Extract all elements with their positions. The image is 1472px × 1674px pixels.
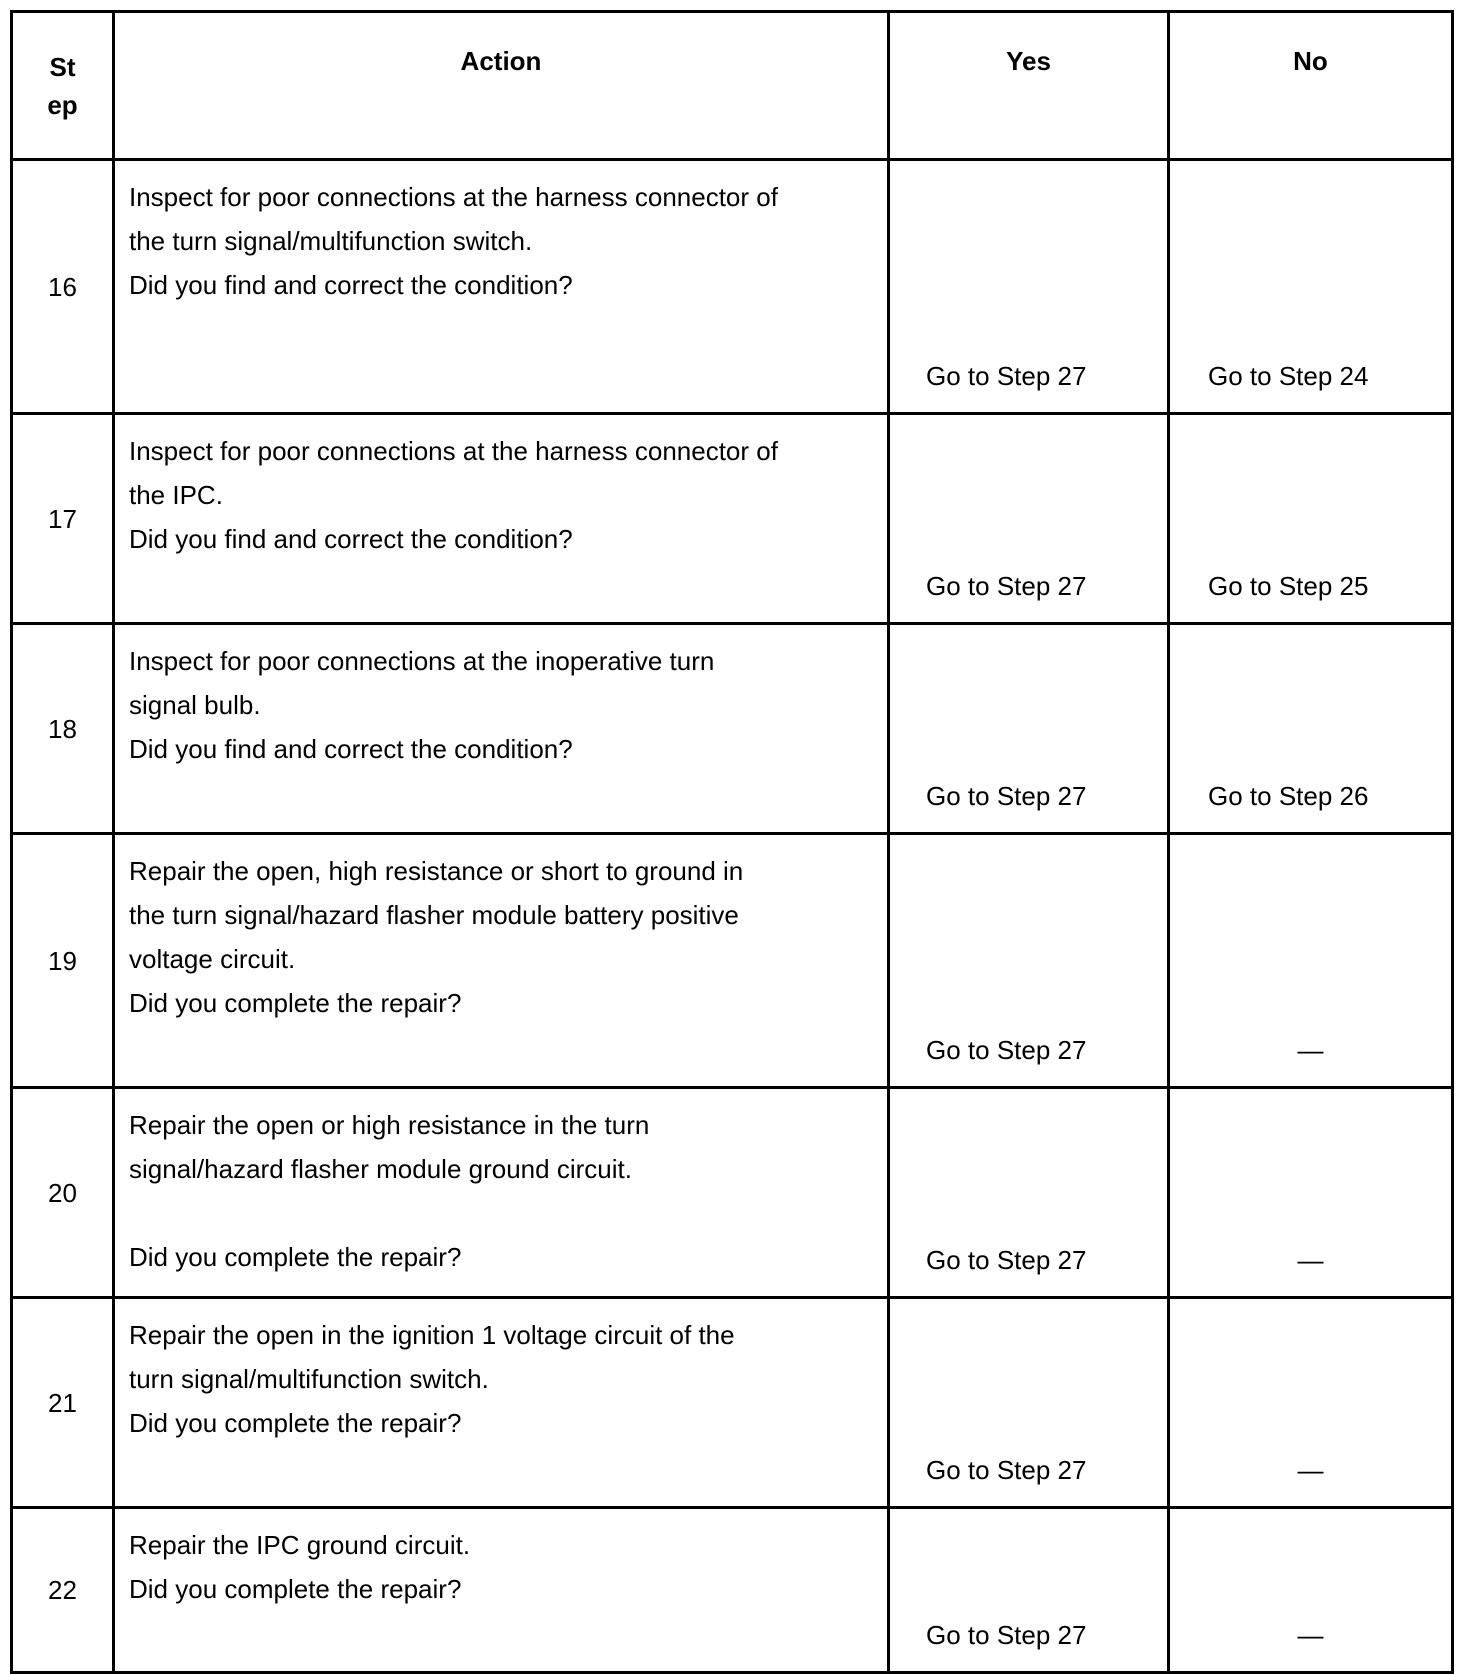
yes-cell	[889, 160, 1169, 414]
yes-result: Go to Step 27	[926, 1035, 1087, 1065]
action-question: Did you complete the repair?	[129, 988, 462, 1018]
yes-cell	[889, 414, 1169, 624]
step-number: 21	[12, 1298, 114, 1508]
yes-cell	[889, 1298, 1169, 1508]
yes-result: Go to Step 27	[926, 1620, 1087, 1650]
action-question: Did you complete the repair?	[129, 1574, 462, 1604]
table-row	[12, 1088, 1453, 1298]
step-number: 18	[12, 624, 114, 834]
action-line: Inspect for poor connections at the harness connector of	[129, 182, 778, 212]
yes-cell	[889, 1088, 1169, 1298]
action-line: the turn signal/multifunction switch.	[129, 226, 533, 256]
table-row	[12, 414, 1453, 624]
no-cell	[1169, 624, 1453, 834]
step-number: 22	[12, 1508, 114, 1673]
no-result: Go to Step 25	[1208, 571, 1369, 601]
step-number: 19	[12, 834, 114, 1088]
action-line: voltage circuit.	[129, 944, 296, 974]
yes-result: Go to Step 27	[926, 1245, 1087, 1275]
step-header	[12, 12, 114, 160]
action-cell	[114, 624, 889, 834]
action-line: Repair the open, high resistance or short to ground in	[129, 856, 744, 886]
no-result-dash: —	[1297, 1035, 1324, 1065]
action-line: signal/hazard flasher module ground circuit.	[129, 1154, 632, 1184]
action-line: Repair the open in the ignition 1 voltage circuit of the	[129, 1320, 735, 1350]
no-cell	[1169, 834, 1453, 1088]
no-header-label: No	[1293, 45, 1328, 76]
yes-header-label: Yes	[1006, 45, 1051, 76]
no-cell	[1169, 1088, 1453, 1298]
step-header-line2: ep	[47, 89, 78, 120]
no-cell	[1169, 1508, 1453, 1673]
table-row	[12, 1508, 1453, 1673]
yes-result: Go to Step 27	[926, 571, 1087, 601]
action-question: Did you find and correct the condition?	[129, 734, 573, 764]
no-result: Go to Step 26	[1208, 781, 1369, 811]
action-question: Did you complete the repair?	[129, 1408, 462, 1438]
yes-cell	[889, 1508, 1169, 1673]
no-result-dash: —	[1297, 1245, 1324, 1275]
action-line: signal bulb.	[129, 690, 261, 720]
yes-result: Go to Step 27	[926, 1455, 1087, 1485]
action-line: Inspect for poor connections at the harness connector of	[129, 436, 778, 466]
action-header-label: Action	[460, 45, 542, 76]
table-row	[12, 624, 1453, 834]
action-cell	[114, 1508, 889, 1673]
action-question: Did you complete the repair?	[129, 1242, 462, 1272]
step-header-line1: St	[49, 51, 76, 82]
action-line: turn signal/multifunction switch.	[129, 1364, 489, 1394]
step-number: 20	[12, 1088, 114, 1298]
no-result: Go to Step 24	[1208, 361, 1369, 391]
action-line: the turn signal/hazard flasher module battery positive	[129, 900, 739, 930]
action-line: Repair the open or high resistance in the turn	[129, 1110, 650, 1140]
step-number: 16	[12, 160, 114, 414]
no-result-dash: —	[1297, 1620, 1324, 1650]
action-line: Inspect for poor connections at the inoperative turn	[129, 646, 715, 676]
action-line: the IPC.	[129, 480, 223, 510]
table-row	[12, 160, 1453, 414]
action-cell	[114, 1298, 889, 1508]
no-result-dash: —	[1297, 1455, 1324, 1485]
yes-cell	[889, 834, 1169, 1088]
action-question: Did you find and correct the condition?	[129, 524, 573, 554]
yes-result: Go to Step 27	[926, 361, 1087, 391]
table-row	[12, 834, 1453, 1088]
table-row	[12, 1298, 1453, 1508]
yes-result: Go to Step 27	[926, 781, 1087, 811]
header-row	[12, 12, 1453, 160]
action-cell	[114, 160, 889, 414]
no-cell	[1169, 1298, 1453, 1508]
yes-cell	[889, 624, 1169, 834]
diagnostic-table	[10, 10, 1454, 1674]
action-cell	[114, 834, 889, 1088]
no-cell	[1169, 414, 1453, 624]
no-header	[1169, 12, 1453, 160]
step-number: 17	[12, 414, 114, 624]
action-cell	[114, 1088, 889, 1298]
yes-header	[889, 12, 1169, 160]
no-cell	[1169, 160, 1453, 414]
action-line: Repair the IPC ground circuit.	[129, 1530, 471, 1560]
action-header	[114, 12, 889, 160]
action-cell	[114, 414, 889, 624]
blank-line	[129, 1191, 873, 1235]
action-question: Did you find and correct the condition?	[129, 270, 573, 300]
